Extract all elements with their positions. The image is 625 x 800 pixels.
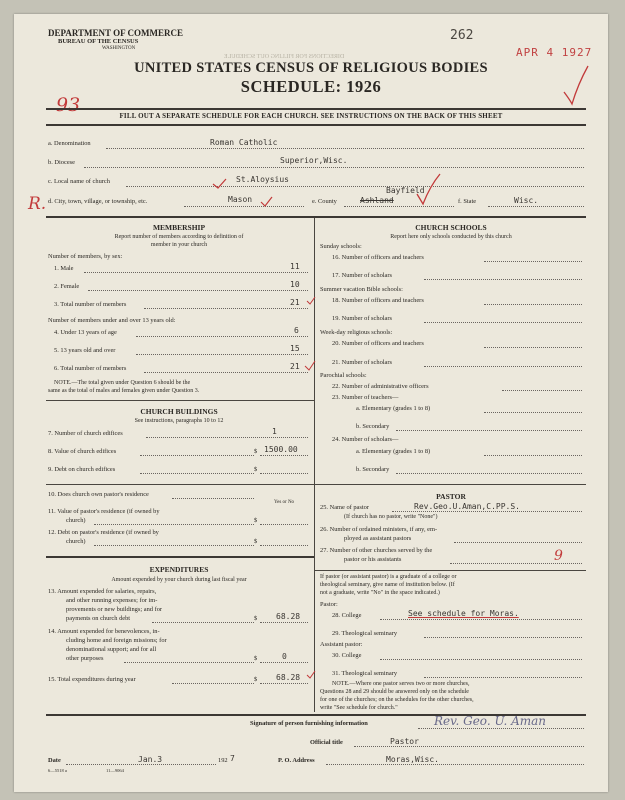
q14-label: other purposes xyxy=(66,655,104,662)
q9-label: 9. Debt on church edifices xyxy=(48,466,116,473)
q28-label: 28. College xyxy=(332,612,362,619)
fill-line xyxy=(260,662,308,663)
handwritten-mark: R. xyxy=(28,194,47,214)
po-address-label: P. O. Address xyxy=(278,757,315,764)
graduate-instructions: If pastor (or assistant pastor) is a graduate of a college or xyxy=(320,574,457,580)
city-value: Mason xyxy=(228,195,253,204)
sunday-schools-label: Sunday schools: xyxy=(320,243,362,250)
q24a-label: a. Elementary (grades 1 to 8) xyxy=(356,448,431,455)
church-buildings-heading: CHURCH BUILDINGS xyxy=(140,407,218,416)
official-title-value: Pastor xyxy=(390,737,419,746)
red-tick-icon xyxy=(212,178,228,190)
fill-line xyxy=(396,473,582,474)
graduate-instructions: theological seminary, give name of institution below. (If xyxy=(320,582,455,588)
red-tick-icon xyxy=(306,296,316,306)
instruction-line: FILL OUT A SEPARATE SCHEDULE FOR EACH CHURCH. SEE INSTRUCTIONS ON THE BACK OF THIS SHEET xyxy=(119,112,503,120)
divider xyxy=(46,484,314,485)
fill-line xyxy=(260,683,308,684)
q28-value: See schedule for Moras. xyxy=(408,609,519,618)
vacation-schools-label: Summer vacation Bible schools: xyxy=(320,286,403,293)
red-tick-icon xyxy=(304,360,316,372)
assistant-pastor-subheading: Assistant pastor: xyxy=(320,641,363,648)
pastor-heading: PASTOR xyxy=(436,492,466,501)
fill-line xyxy=(424,677,582,678)
q15-label: 15. Total expenditures during year xyxy=(48,676,136,683)
q16-label: 16. Number of officers and teachers xyxy=(332,254,424,261)
dollar-sign: $ xyxy=(254,448,258,455)
fill-line xyxy=(260,473,308,474)
q5-value: 15 xyxy=(290,344,300,353)
fill-line xyxy=(144,372,308,373)
pastor-note: Questions 28 and 29 should be answered only on the schedule xyxy=(320,689,469,695)
pastor-subheading: Pastor: xyxy=(320,601,338,608)
year-prefix: 192 xyxy=(218,757,228,764)
local-name-label: c. Local name of church xyxy=(48,178,110,185)
fill-line xyxy=(94,524,254,525)
q19-label: 19. Number of scholars xyxy=(332,315,392,322)
q31-label: 31. Theological seminary xyxy=(332,670,398,677)
city-heading: WASHINGTON xyxy=(102,46,136,51)
q14-label: 14. Amount expended for benevolences, in- xyxy=(48,628,160,635)
received-date-stamp: APR 4 1927 xyxy=(516,46,593,59)
form-title: UNITED STATES CENSUS OF RELIGIOUS BODIES xyxy=(134,60,488,76)
fill-line xyxy=(140,473,254,474)
fill-line xyxy=(424,322,582,323)
fill-line xyxy=(484,455,582,456)
q25-label: 25. Name of pastor xyxy=(320,504,369,511)
parochial-schools-label: Parochial schools: xyxy=(320,372,367,379)
fill-line xyxy=(184,206,304,207)
fill-line xyxy=(260,455,308,456)
fill-line xyxy=(136,354,308,355)
fill-line xyxy=(488,206,584,207)
schools-subtitle: Report here only schools conducted by this church xyxy=(390,234,512,240)
department-heading: DEPARTMENT OF COMMERCE xyxy=(48,28,184,38)
bleed-through-text: DIRECTIONS FOR FILLING OUT SCHEDULE xyxy=(224,54,345,60)
divider xyxy=(46,108,586,110)
q15-value: 68.28 xyxy=(276,673,301,682)
q14-label: denominational support; and for all xyxy=(66,646,157,653)
fill-line xyxy=(418,728,584,729)
dollar-sign: $ xyxy=(254,466,258,473)
q27-value: 9 xyxy=(554,548,563,564)
q3-label: 3. Total number of members xyxy=(54,301,127,308)
fill-line xyxy=(484,347,582,348)
q4-label: 4. Under 13 years of age xyxy=(54,329,117,336)
fill-line xyxy=(484,304,582,305)
q18-label: 18. Number of officers and teachers xyxy=(332,297,424,304)
handwritten-number: 93 xyxy=(56,94,81,116)
q8-label: 8. Value of church edifices xyxy=(48,448,117,455)
denomination-value: Roman Catholic xyxy=(210,138,278,147)
fill-line xyxy=(88,290,308,291)
fill-line xyxy=(354,746,584,747)
by-sex-label: Number of members, by sex: xyxy=(48,253,123,260)
fill-line xyxy=(424,366,582,367)
bureau-heading: BUREAU OF THE CENSUS xyxy=(58,38,139,45)
yes-no-hint: Yes or No xyxy=(274,500,295,505)
fill-line xyxy=(94,545,254,546)
q21-label: 21. Number of scholars xyxy=(332,359,392,366)
age-label: Number of members under and over 13 years old: xyxy=(48,317,176,324)
q30-label: 30. College xyxy=(332,652,362,659)
divider xyxy=(46,124,586,126)
form-code: 6—5518 a xyxy=(48,768,67,773)
fill-line xyxy=(502,390,582,391)
date-value: Jan.3 xyxy=(138,755,163,764)
diocese-label: b. Diocese xyxy=(48,159,75,166)
signature-label: Signature of person furnishing information xyxy=(250,720,368,727)
q2-label: 2. Female xyxy=(54,283,80,290)
divider xyxy=(46,400,314,401)
po-address-value: Moras,Wisc. xyxy=(386,755,439,764)
fill-line xyxy=(172,683,254,684)
q11-label: 11. Value of pastor's residence (if owned by xyxy=(48,508,160,515)
q12-label: church) xyxy=(66,538,86,545)
census-form-page xyxy=(14,14,608,792)
dollar-sign: $ xyxy=(254,676,258,683)
q7-label: 7. Number of church edifices xyxy=(48,430,123,437)
q2-value: 10 xyxy=(290,280,300,289)
divider xyxy=(46,556,314,558)
membership-note: NOTE.—The total given under Question 6 should be the xyxy=(54,380,191,386)
fill-line xyxy=(380,619,582,620)
pastor-note: for one of the churches; on the schedules for the other churches, xyxy=(320,697,474,703)
year-suffix: 7 xyxy=(230,754,235,763)
official-title-label: Official title xyxy=(310,739,343,746)
fill-line xyxy=(66,764,216,765)
fill-line xyxy=(396,430,582,431)
county-value: Bayfield xyxy=(386,186,425,195)
fill-line xyxy=(84,272,308,273)
fill-line xyxy=(484,412,582,413)
q14-label: cluding home and foreign missions; for xyxy=(66,637,167,644)
q25-hint: (If church has no pastor, write "None") xyxy=(344,514,438,520)
q10-label: 10. Does church own pastor's residence xyxy=(48,491,149,498)
q23a-label: a. Elementary (grades 1 to 8) xyxy=(356,405,431,412)
q26-label: 26. Number of ordained ministers, if any, em- xyxy=(320,526,438,533)
red-tick-icon xyxy=(260,196,274,208)
q13-label: provements or new buildings; and for xyxy=(66,606,163,613)
divider xyxy=(46,216,586,218)
q13-label: 13. Amount expended for salaries, repairs, xyxy=(48,588,157,595)
q29-label: 29. Theological seminary xyxy=(332,630,398,637)
q24-label: 24. Number of scholars— xyxy=(332,436,399,443)
q26-label: ployed as assistant pastors xyxy=(344,535,412,542)
state-value: Wisc. xyxy=(514,196,539,205)
q27-label: pastor or his assistants xyxy=(344,556,402,563)
expenditures-heading: EXPENDITURES xyxy=(149,565,209,574)
membership-subtitle: Report number of members according to definition of xyxy=(114,234,244,240)
q23b-label: b. Secondary xyxy=(356,423,390,430)
q13-label: payments on church debt xyxy=(66,615,131,622)
fill-line xyxy=(392,511,582,512)
fill-line xyxy=(146,437,308,438)
q5-label: 5. 13 years old and over xyxy=(54,347,116,354)
expenditures-subtitle: Amount expended by your church during last fiscal year xyxy=(111,577,247,583)
dollar-sign: $ xyxy=(254,538,258,545)
county-label: e. County xyxy=(312,198,337,205)
fill-line xyxy=(84,167,584,168)
q4-value: 6 xyxy=(294,326,299,335)
date-label: Date xyxy=(48,757,61,764)
q8-value: 1500.00 xyxy=(264,445,298,454)
membership-subtitle: member in your church xyxy=(150,242,208,248)
q13-value: 68.28 xyxy=(276,612,301,621)
fill-line xyxy=(260,545,308,546)
q14-value: 0 xyxy=(282,652,287,661)
fill-line xyxy=(136,336,308,337)
q1-label: 1. Male xyxy=(54,265,74,272)
fill-line xyxy=(106,148,584,149)
column-divider xyxy=(314,218,315,712)
fill-line xyxy=(424,637,582,638)
diocese-value: Superior,Wisc. xyxy=(280,156,348,165)
red-tick-icon xyxy=(306,670,316,680)
fill-line xyxy=(172,498,254,499)
q17-label: 17. Number of scholars xyxy=(332,272,392,279)
form-code-secondary: 11—9064 xyxy=(106,768,124,773)
county-struck-value: Ashland xyxy=(360,196,394,205)
membership-note: same as the total of males and females given under Question 3. xyxy=(48,388,200,394)
dollar-sign: $ xyxy=(254,615,258,622)
dollar-sign: $ xyxy=(254,655,258,662)
q3-value: 21 xyxy=(290,298,300,307)
membership-heading: MEMBERSHIP xyxy=(152,223,206,232)
fill-line xyxy=(380,659,582,660)
fill-line xyxy=(126,186,584,187)
city-label: d. City, town, village, or township, etc. xyxy=(48,198,148,205)
fill-line xyxy=(454,542,582,543)
local-name-value: St.Aloysius xyxy=(236,175,289,184)
pastor-note: NOTE.—Where one pastor serves two or more churches, xyxy=(332,681,470,687)
q23-label: 23. Number of teachers— xyxy=(332,394,399,401)
fill-line xyxy=(484,261,582,262)
q11-label: church) xyxy=(66,517,86,524)
q13-label: and other running expenses; for im- xyxy=(66,597,158,604)
divider xyxy=(314,484,586,485)
pastor-name-value: Rev.Geo.U.Aman,C.PP.S. xyxy=(414,502,520,511)
fill-line xyxy=(140,455,254,456)
q12-label: 12. Debt on pastor's residence (if owned by xyxy=(48,529,159,536)
q1-value: 11 xyxy=(290,262,300,271)
q22-label: 22. Number of administrative officers xyxy=(332,383,429,390)
buildings-subtitle: See instructions, paragraphs 10 to 12 xyxy=(134,418,224,424)
church-schools-heading: CHURCH SCHOOLS xyxy=(415,223,487,232)
stamp-number: 262 xyxy=(450,28,474,43)
fill-line xyxy=(326,764,584,765)
q6-label: 6. Total number of members xyxy=(54,365,127,372)
q27-label: 27. Number of other churches served by the xyxy=(320,547,433,554)
q7-value: 1 xyxy=(272,427,277,436)
divider xyxy=(314,570,586,571)
q6-value: 21 xyxy=(290,362,300,371)
fill-line xyxy=(124,662,254,663)
q24b-label: b. Secondary xyxy=(356,466,390,473)
red-check-mark-icon xyxy=(414,172,442,208)
fill-line xyxy=(260,524,308,525)
graduate-instructions: not a graduate, write "No" in the space indicated.) xyxy=(320,590,440,596)
fill-line xyxy=(152,622,254,623)
fill-line xyxy=(424,279,582,280)
q20-label: 20. Number of officers and teachers xyxy=(332,340,424,347)
schedule-title: SCHEDULE: 1926 xyxy=(240,77,382,96)
state-label: f. State xyxy=(458,198,477,205)
dollar-sign: $ xyxy=(254,517,258,524)
fill-line xyxy=(260,622,308,623)
signature-value: Rev. Geo. U. Aman xyxy=(434,714,547,728)
fill-line xyxy=(144,308,308,309)
weekday-schools-label: Week-day religious schools: xyxy=(320,329,393,336)
denomination-label: a. Denomination xyxy=(48,140,91,147)
pastor-note: write "See schedule for church." xyxy=(320,705,398,711)
